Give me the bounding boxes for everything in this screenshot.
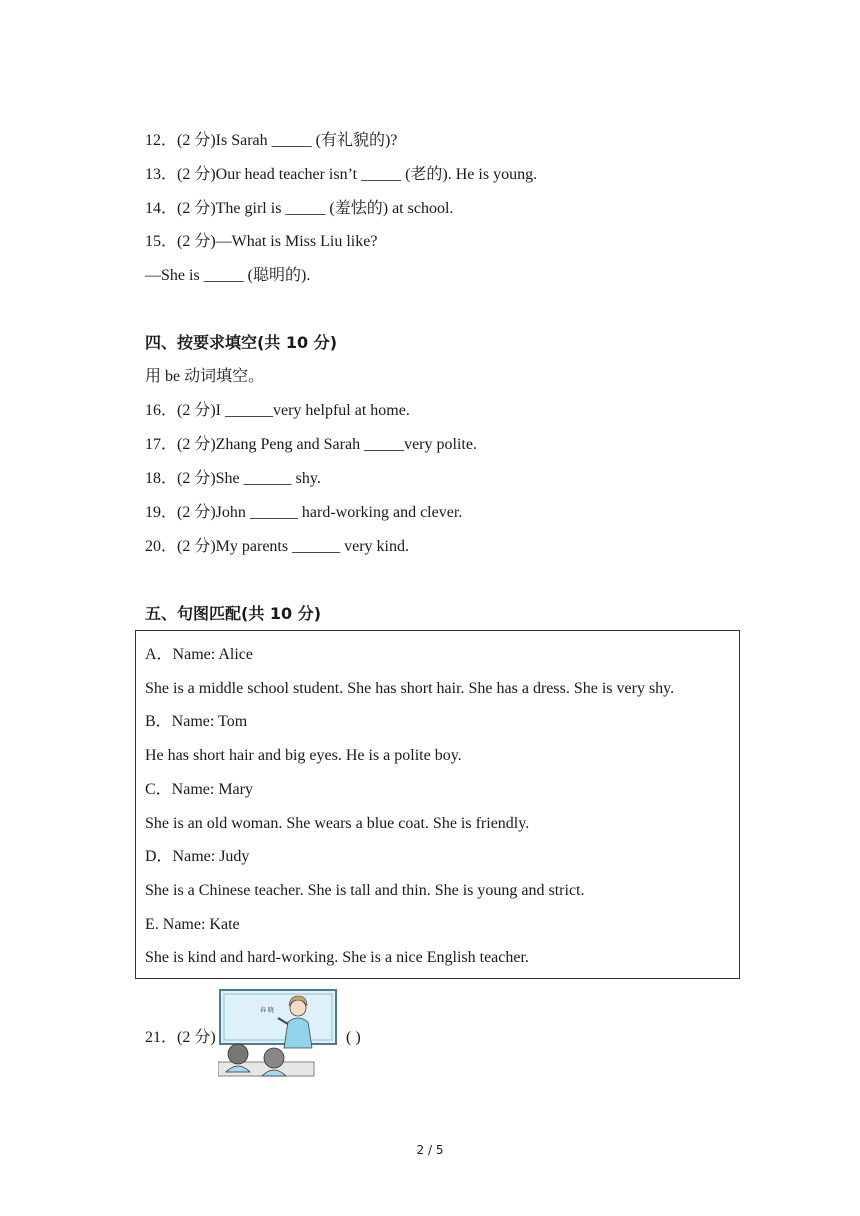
question-13: 13．(2 分)Our head teacher isn’t _____ (老的). He is young. — [145, 166, 538, 183]
question-15-answer-line: —She is _____ (聪明的). — [145, 267, 311, 284]
option-d-description: She is a Chinese teacher. She is tall and thin. She is young and strict. — [145, 882, 585, 899]
blackboard-text: 春 晓 — [260, 1007, 274, 1014]
option-a-name: A．Name: Alice — [145, 646, 253, 663]
section-4-instruction: 用 be 动词填空。 — [145, 368, 265, 385]
option-e-description: She is kind and hard-working. She is a nice English teacher. — [145, 949, 529, 966]
question-14: 14．(2 分)The girl is _____ (羞怯的) at school. — [145, 200, 454, 217]
option-c-description: She is an old woman. She wears a blue coat. She is friendly. — [145, 815, 530, 832]
option-b-description: He has short hair and big eyes. He is a polite boy. — [145, 747, 462, 764]
question-21-answer-blank: ( ) — [346, 1029, 361, 1046]
question-18: 18．(2 分)She ______ shy. — [145, 470, 321, 487]
option-d-name: D．Name: Judy — [145, 848, 250, 865]
section-4-title: 四、按要求填空(共 10 分) — [145, 333, 338, 352]
question-15: 15．(2 分)—What is Miss Liu like? — [145, 233, 378, 250]
classroom-illustration — [218, 988, 344, 1080]
question-16: 16．(2 分)I ______very helpful at home. — [145, 402, 410, 419]
question-19: 19．(2 分)John ______ hard-working and clever. — [145, 504, 463, 521]
page-number: 2 / 5 — [416, 1143, 444, 1157]
option-a-description: She is a middle school student. She has short hair. She has a dress. She is very shy. — [145, 680, 675, 697]
section-5-title: 五、句图匹配(共 10 分) — [145, 604, 322, 623]
option-b-name: B．Name: Tom — [145, 713, 248, 730]
option-c-name: C．Name: Mary — [145, 781, 253, 798]
question-20: 20．(2 分)My parents ______ very kind. — [145, 538, 409, 555]
question-12: 12．(2 分)Is Sarah _____ (有礼貌的)? — [145, 132, 398, 149]
matching-box — [135, 630, 740, 979]
question-21-label: 21．(2 分) — [145, 1029, 216, 1046]
question-17: 17．(2 分)Zhang Peng and Sarah _____very polite. — [145, 436, 477, 453]
option-e-name: E. Name: Kate — [145, 916, 240, 933]
